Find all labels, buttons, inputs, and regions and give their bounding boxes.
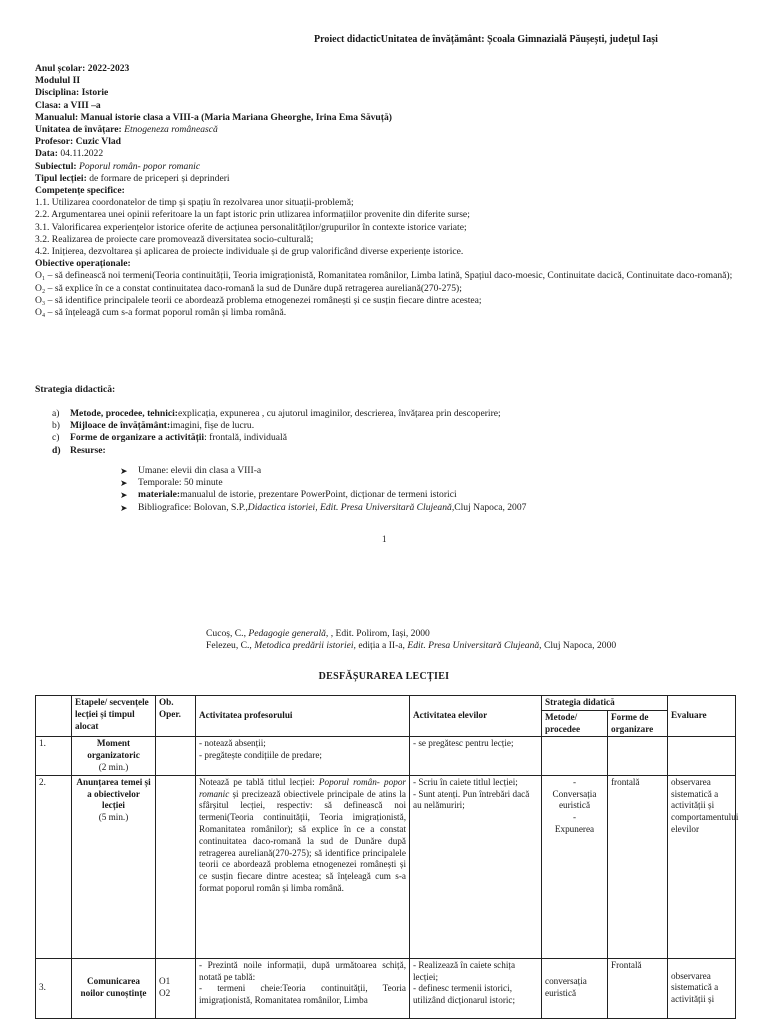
arrow-bullet-icon: ➤ — [120, 502, 128, 513]
table-row — [36, 737, 736, 775]
page-number: 1 — [382, 534, 387, 544]
strategy-item: d) Resurse: — [52, 444, 106, 456]
header-nr — [36, 696, 72, 737]
competence-item: 3.1. Valorificarea experiențelor istorice oferite de acțiunea personalităților/grupurilor în contexte istorice variate; — [35, 221, 467, 233]
competence-item: 3.2. Realizarea de proiecte care promovează diversitatea socio-culturală; — [35, 233, 314, 245]
row-nr: 1. — [36, 737, 72, 775]
resource-item: ➤ Temporale: 50 minute — [120, 477, 223, 489]
row-nr: 2. — [36, 775, 72, 958]
row-students: - Scriu în caiete titlul lecției; - Sunt atenți. Pun întrebări dacă au nelămuriri; — [410, 775, 542, 958]
strategy-title: Strategia didactică: — [35, 384, 116, 395]
resource-item: ➤ Bibliografice: Bolovan, S.P., Didactica istoriei, Edit. Presa Universitară Clujeană, Cluj Napoca, 2007 — [120, 501, 527, 513]
objective-item: O₂ – să explice în ce a constat continuitatea daco-romană la sud de Dunăre după retragerea aureliană(270-275); — [35, 282, 462, 294]
strategy-item: a) Metode, procedee, tehnici: explicația, expunerea , cu ajutorul imaginilor, descrierea, învățarea prin descoperire; — [52, 408, 501, 419]
school-year: Anul școlar: 2022-2023 — [35, 63, 130, 74]
header-methods: Metode/ procedee — [542, 710, 608, 737]
discipline: Disciplina: Istorie — [35, 87, 109, 99]
row-objectives: O1 O2 — [156, 958, 196, 1018]
row-students: - Realizează în caiete schița lecției; - definesc termenii istorici, utilizând dicționarul istoric; — [410, 958, 542, 1018]
row-teacher: - notează absențiі; - pregătește condițiile de predare; — [196, 737, 410, 775]
table-row — [36, 958, 736, 1018]
strategy-list — [52, 408, 732, 457]
competence-item: 4.2. Inițierea, dezvoltarea și aplicarea de proiecte individuale și de grup valorificând diverse experiențe istorice. — [35, 246, 464, 258]
row-stage: Comunicarea noilor cunoștințe — [72, 958, 156, 1018]
bibliography-item: Cucoș, C., Pedagogie generală, , Edit. Polirom, Iași, 2000 — [206, 628, 430, 639]
manual: Manualul: Manual istorie clasa a VIII-a (Maria Mariana Gheorghe, Irina Ema Săvuță) — [35, 111, 392, 123]
objective-item: O₃ – să identifice principalele teorii ce abordează problema etnogenezei românești și ce susțin fiecare dintre acestea; — [35, 294, 482, 306]
row-methods — [542, 737, 608, 775]
row-evaluation: observarea sistematică a activității și comportamentului elevilor — [668, 775, 736, 958]
lesson-metadata — [35, 63, 735, 319]
competence-item: 2.2. Argumentarea unei opinii referitoare la un fapt istoric prin utlizarea informațiilor provenite din diferite surse; — [35, 209, 470, 221]
row-methods: - Conversația euristică - Expunerea — [542, 775, 608, 958]
competence-item: 1.1. Utilizarea coordonatelor de timp și spațiu în rezolvarea unor situații-problemă; — [35, 197, 354, 209]
arrow-bullet-icon: ➤ — [120, 478, 128, 489]
header-objectives: Ob. Oper. — [156, 696, 196, 737]
header-students: Activitatea elevilor — [410, 696, 542, 737]
class: Clasa: a VIII –a — [35, 99, 101, 111]
header-strategy: Strategia didatică — [542, 696, 668, 711]
row-objectives — [156, 737, 196, 775]
teacher: Profesor: Cuzic Vlad — [35, 136, 121, 148]
lesson-type: Tipul lecției: de formare de priceperi și deprinderi — [35, 172, 230, 184]
module: Modulul II — [35, 75, 81, 87]
resource-item: ➤ Umane: elevii din clasa a VIII-a — [120, 465, 262, 476]
learning-unit: Unitatea de învățare: Etnogeneza românească — [35, 124, 218, 136]
strategy-item: c) Forme de organizare a activității : frontală, individuală — [52, 432, 287, 444]
row-evaluation — [668, 737, 736, 775]
date: Data: 04.11.2022 — [35, 148, 104, 160]
table-header-row — [36, 696, 736, 711]
objectives-label: Obiective operaționale: — [35, 258, 131, 270]
row-forms — [608, 737, 668, 775]
resource-item: ➤ materiale: manualul de istorie, prezentare PowerPoint, dicționar de termeni istorici — [120, 489, 457, 501]
row-forms: frontală — [608, 775, 668, 958]
strategy-item: b) Mijloace de învățământ: imagini, fișe de lucru. — [52, 420, 255, 432]
resources-list — [120, 465, 526, 514]
bibliography — [206, 628, 616, 652]
row-teacher: Notează pe tablă titlul lecției: Poporul român- popor romanic și precizează obiectivele principale de atins la sfârșitul lecției, respectiv: să definească noi termeni(Teoria continuității, Teoria imigraționistă, Romanitatea românilor); să explice în ce a constat continuitatea daco-romană la sud de Dunăre după retragerea aureliană(270-275); să identifice principalele teorii ce abordează problema etnogenezei românești și ce susțin fiecare dintre acestea; să înțeleagă cum s-a format poporul român și limba română. — [196, 775, 410, 958]
header-forms: Forme de organizare — [608, 710, 668, 737]
row-students: - se pregătesc pentru lecție; — [410, 737, 542, 775]
lesson-table — [35, 695, 739, 1019]
row-teacher: - Prezintă noile informații, după următoarea schiță, notată pe tablă: - termeni cheie:Teoria continuității, Teoria imigraționistă, Romanitatea românilor, Limba — [196, 958, 410, 1018]
row-stage: Moment organizatoric (2 min.) — [72, 737, 156, 775]
header-evaluation: Evaluare — [668, 696, 736, 737]
bibliography-item: Felezeu, C., Metodica predării istoriei, ediția a II-a, Edit. Presa Universitară Clujeană, Cluj Napoca, 2000 — [206, 640, 617, 652]
table-row — [36, 775, 736, 958]
row-objectives — [156, 775, 196, 958]
arrow-bullet-icon: ➤ — [120, 466, 128, 476]
arrow-bullet-icon: ➤ — [120, 490, 128, 501]
header-teacher: Activitatea profesorului — [196, 696, 410, 737]
row-forms: Frontală — [608, 958, 668, 1018]
row-stage: Anunțarea temei și a obiectivelor lecției (5 min.) — [72, 775, 156, 958]
header-stages: Etapele/ secvențele lecției și timpul alocat — [72, 696, 156, 737]
objective-item: O₄ – să înțeleagă cum s-a format poporul român și limba română. — [35, 307, 287, 319]
objective-item: O₁ – să definească noi termeni(Teoria continuității, Teoria imigraționistă, Romanitatea românilor, Limba latină, Spațiul daco-moesic, Continuitate dacică, Continuitate daco-romană); — [35, 270, 733, 282]
row-evaluation: observarea sistematică a activității și — [668, 958, 736, 1018]
project-header: Proiect didacticUnitatea de învățământ: Școala Gimnazială Păușești, județul Iași — [314, 34, 658, 45]
subject: Subiectul: Poporul român- popor romanic — [35, 160, 201, 172]
lesson-section-title: DESFĂȘURAREA LECȚIEI — [318, 671, 450, 682]
row-methods: conversația euristică — [542, 958, 608, 1018]
row-nr: 3. — [36, 958, 72, 1018]
competences-label: Competențe specifice: — [35, 185, 125, 197]
